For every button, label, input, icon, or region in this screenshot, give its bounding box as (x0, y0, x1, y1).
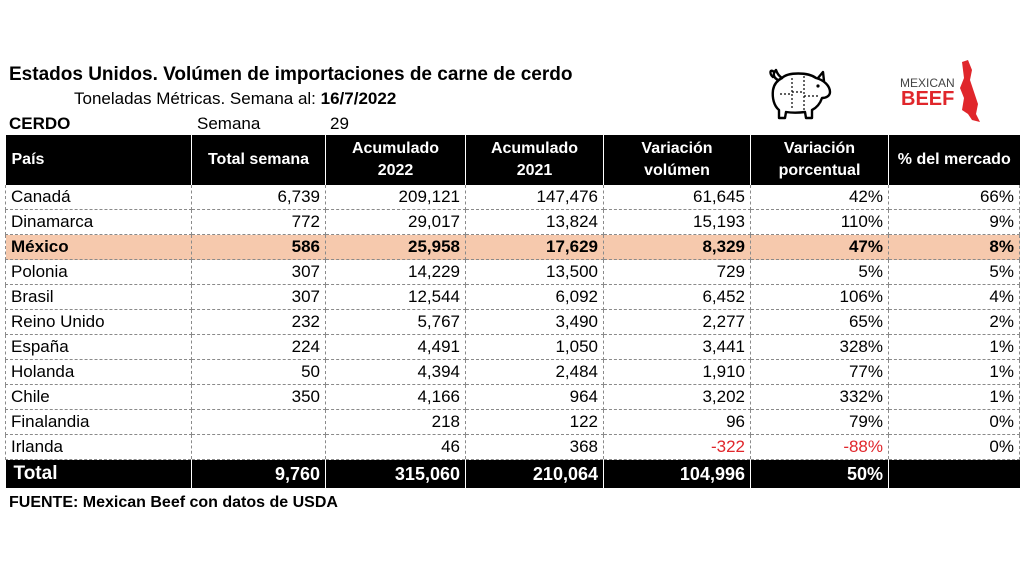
cell-volume-variation: 2,277 (604, 310, 751, 335)
cell-accum-2022: 4,394 (326, 360, 466, 385)
cell-accum-2021: 3,490 (466, 310, 604, 335)
cell-accum-2021: 368 (466, 435, 604, 460)
cell-accum-2021: 1,050 (466, 335, 604, 360)
cell-percent-variation: 110% (751, 210, 889, 235)
col-header-market-share: % del mercado (889, 135, 1020, 185)
cell-percent-variation: -88% (751, 435, 889, 460)
table-row (6, 385, 1020, 410)
cell-market-share: 8% (889, 235, 1020, 260)
cell-country: Dinamarca (6, 210, 192, 235)
table-row (6, 435, 1020, 460)
table-row (6, 260, 1020, 285)
cell-percent-variation: 47% (751, 235, 889, 260)
cell-country: Brasil (6, 285, 192, 310)
source-note: FUENTE: Mexican Beef con datos de USDA (9, 494, 338, 511)
cell-volume-variation: 61,645 (604, 185, 751, 210)
total-week: 9,760 (192, 460, 326, 489)
cell-week-total: 307 (192, 260, 326, 285)
table-row (6, 410, 1020, 435)
page-subtitle (74, 89, 396, 109)
cell-volume-variation: 96 (604, 410, 751, 435)
cell-accum-2022: 5,767 (326, 310, 466, 335)
total-market-share (889, 460, 1020, 489)
cell-percent-variation: 79% (751, 410, 889, 435)
cell-market-share: 5% (889, 260, 1020, 285)
cell-accum-2022: 12,544 (326, 285, 466, 310)
cell-market-share: 1% (889, 360, 1020, 385)
cell-volume-variation: 729 (604, 260, 751, 285)
week-number: 29 (330, 114, 349, 133)
table-row (6, 360, 1020, 385)
cell-market-share: 2% (889, 310, 1020, 335)
cell-country: Holanda (6, 360, 192, 385)
cell-accum-2022: 29,017 (326, 210, 466, 235)
cell-accum-2021: 122 (466, 410, 604, 435)
cell-week-total (192, 435, 326, 460)
cell-accum-2021: 17,629 (466, 235, 604, 260)
table-row (6, 185, 1020, 210)
cell-volume-variation: 15,193 (604, 210, 751, 235)
table-row (6, 235, 1020, 260)
subtitle-prefix: Toneladas Métricas. Semana al: (74, 89, 316, 108)
table-row (6, 310, 1020, 335)
cell-accum-2022: 25,958 (326, 235, 466, 260)
cell-week-total: 772 (192, 210, 326, 235)
cell-percent-variation: 5% (751, 260, 889, 285)
cell-volume-variation: 6,452 (604, 285, 751, 310)
cell-week-total: 50 (192, 360, 326, 385)
cell-accum-2021: 2,484 (466, 360, 604, 385)
cell-accum-2021: 964 (466, 385, 604, 410)
cell-market-share: 0% (889, 435, 1020, 460)
table-row (6, 210, 1020, 235)
cell-week-total (192, 410, 326, 435)
table-total-row (6, 460, 1020, 489)
logo-brand-top: MEXICAN (900, 76, 955, 90)
col-header-accum-2022: Acumulado 2022 (326, 135, 466, 185)
cell-market-share: 66% (889, 185, 1020, 210)
cell-percent-variation: 77% (751, 360, 889, 385)
table-header-row (6, 135, 1020, 185)
cell-week-total: 6,739 (192, 185, 326, 210)
cell-country: Chile (6, 385, 192, 410)
cell-week-total: 307 (192, 285, 326, 310)
page-title: Estados Unidos. Volúmen de importaciones de carne de cerdo (9, 64, 573, 85)
cell-country: España (6, 335, 192, 360)
cell-volume-variation: 8,329 (604, 235, 751, 260)
cell-country: México (6, 235, 192, 260)
cell-percent-variation: 65% (751, 310, 889, 335)
logo-brand-bottom: BEEF (901, 88, 955, 110)
cell-country: Irlanda (6, 435, 192, 460)
cell-market-share: 1% (889, 335, 1020, 360)
cell-percent-variation: 42% (751, 185, 889, 210)
cell-accum-2022: 4,166 (326, 385, 466, 410)
col-header-volume-variation: Variación volúmen (604, 135, 751, 185)
cell-accum-2021: 147,476 (466, 185, 604, 210)
pig-icon (768, 64, 834, 120)
cell-week-total: 232 (192, 310, 326, 335)
table-row (6, 335, 1020, 360)
cell-country: Canadá (6, 185, 192, 210)
cell-percent-variation: 328% (751, 335, 889, 360)
total-accum-2021: 210,064 (466, 460, 604, 489)
cell-country: Reino Unido (6, 310, 192, 335)
cell-market-share: 9% (889, 210, 1020, 235)
cell-accum-2022: 209,121 (326, 185, 466, 210)
cell-percent-variation: 332% (751, 385, 889, 410)
col-header-percent-variation: Variación porcentual (751, 135, 889, 185)
cell-accum-2021: 13,824 (466, 210, 604, 235)
cell-percent-variation: 106% (751, 285, 889, 310)
cell-accum-2022: 46 (326, 435, 466, 460)
total-volume-variation: 104,996 (604, 460, 751, 489)
col-header-country: País (6, 135, 192, 185)
cell-accum-2022: 218 (326, 410, 466, 435)
imports-table (5, 135, 1020, 488)
cell-accum-2022: 4,491 (326, 335, 466, 360)
cell-volume-variation: 3,441 (604, 335, 751, 360)
col-header-week-total: Total semana (192, 135, 326, 185)
cell-volume-variation: 3,202 (604, 385, 751, 410)
category-label: CERDO (9, 114, 71, 133)
cell-accum-2022: 14,229 (326, 260, 466, 285)
subtitle-date: 16/7/2022 (320, 89, 397, 108)
cell-market-share: 0% (889, 410, 1020, 435)
cell-week-total: 586 (192, 235, 326, 260)
mexican-beef-logo (898, 58, 980, 124)
table-row (6, 285, 1020, 310)
total-accum-2022: 315,060 (326, 460, 466, 489)
cell-volume-variation: 1,910 (604, 360, 751, 385)
cell-week-total: 224 (192, 335, 326, 360)
total-percent-variation: 50% (751, 460, 889, 489)
cell-accum-2021: 6,092 (466, 285, 604, 310)
cell-market-share: 1% (889, 385, 1020, 410)
total-label: Total (6, 460, 192, 489)
cell-country: Finalandia (6, 410, 192, 435)
cell-market-share: 4% (889, 285, 1020, 310)
cell-country: Polonia (6, 260, 192, 285)
cell-accum-2021: 13,500 (466, 260, 604, 285)
cell-volume-variation: -322 (604, 435, 751, 460)
week-label: Semana (197, 114, 261, 133)
cell-week-total: 350 (192, 385, 326, 410)
col-header-accum-2021: Acumulado 2021 (466, 135, 604, 185)
